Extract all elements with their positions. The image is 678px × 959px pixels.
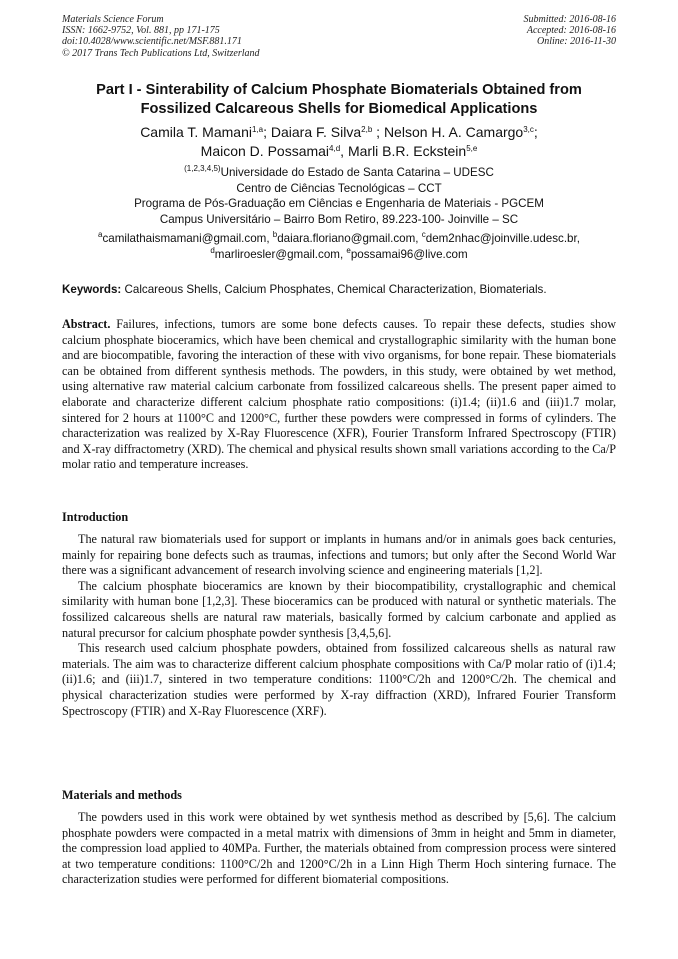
author-sup: 2,b: [361, 125, 373, 134]
keywords-paragraph: [62, 282, 616, 297]
author-separator: ;: [372, 124, 384, 140]
abstract-label: Abstract.: [62, 317, 111, 331]
paper-title: [62, 81, 616, 119]
author-line-1: [62, 123, 616, 142]
affiliation-line-3: Programa de Pós-Graduação em Ciências e Engenharia de Materiais - PGCEM: [134, 197, 544, 211]
journal-copyright: © 2017 Trans Tech Publications Ltd, Switzerland: [62, 47, 260, 59]
online-date: Online: 2016-11-30: [537, 36, 616, 48]
email-link[interactable]: marliroesler@gmail.com: [214, 247, 340, 261]
introduction-heading: Introduction: [62, 510, 129, 524]
affiliation-line-1: [62, 165, 616, 181]
keywords-label: Keywords:: [62, 283, 122, 296]
author-name: Daiara F. Silva: [270, 124, 362, 140]
journal-doi: doi:10.4028/www.scientific.net/MSF.881.171: [62, 36, 242, 48]
email-line-2: $^d$marliroesler@gmail.com, $^e$possamai96@live.com: [210, 245, 468, 261]
methods-heading: Materials and methods: [62, 788, 182, 802]
author-sup: 1,a: [251, 125, 264, 134]
introduction-body: [62, 532, 616, 719]
journal-issn: ISSN: 1662-9752, Vol. 881, pp 171-175: [62, 25, 220, 37]
email-link[interactable]: camilathaismamani@gmail.com: [102, 232, 267, 245]
email-sup: e: [346, 245, 351, 255]
email-link[interactable]: possamai96@live.com: [350, 247, 468, 261]
accepted-date: Accepted: 2016-08-16: [526, 25, 616, 37]
email-line-1: $^a$camilathaismamani@gmail.com, $^b$daiara.floriano@gmail.com, $^c$dem2nhac@joinville.udesc.br,: [98, 230, 580, 245]
body-paragraph: The powders used in this work were obtained by wet synthesis method as described by [5,6]. The calcium phosphate powders were compacted in a metal matrix with dimensions of 3mm in height and 5mm in diameter, the compression load applied to 40MPa. Further, the materials obtained from compression process were sintered at two temperature conditions: 1100°C/2h and 1200°C/2h in a Linn High Therm Hoch sintering furnace. The characterization studies were performed for different biomaterial compositions.: [62, 810, 616, 887]
author-separator: ;: [533, 124, 538, 140]
body-paragraph: The natural raw biomaterials used for support or implants in humans and/or in animals goes back centuries, mainly for repairing bone defects such as traumas, infections and tumors; but only after the Second World War there was a significant advancement of research involving science and engineering materials [1,2].: [62, 532, 616, 578]
email-sup: c: [421, 230, 426, 239]
author-sup: 3,c: [523, 125, 534, 134]
email-sup: d: [210, 245, 215, 255]
body-paragraph: The calcium phosphate bioceramics are known by their biocompatibility, crystallographic and chemical similarity with human bone [1,2,3]. These bioceramics can be produced with natural or synthetic materials. The fossilized calcareous shells are natural raw materials, basically formed by calcium carbonate and applied as natural precursor for calcium phosphate powder synthesis [3,4,5,6].: [62, 578, 616, 640]
author-line-2: [62, 142, 616, 161]
abstract-text: Failures, infections, tumors are some bone defects causes. To repair these defects, studies show calcium phosphate bioceramics, which have been chemical and crystallographic similarity with the human bone and are biocompatible, favoring the interaction of these with vivo organisms, for bone repair. These biomaterials can be obtained from different synthesis methods. The powders, in this study, were obtained by wet method, using alternative raw material calcium carbonate from fossilized calcareous shells. The present paper aimed to elaborate and characterize different calcium phosphate ratio compositions: (i)1.4; (ii)1.6 and (iii)1.7 molar, sintered for 2 hours at 1100°C and 1200°C, further these powders were compressed in forms of cylinders. The characterization was realized by X-Ray Fluorescence (XFR), Fourier Transform Infrared Spectroscopy (FTIR) and X-ray diffractometry (XRD). The chemical and physical results shown small variations according to the Ca/P molar ratio and temperature increases.: [62, 317, 616, 472]
affiliation-sup: (1,2,3,4,5): [184, 164, 221, 173]
affiliation-line-2: Centro de Ciências Tecnológicas – CCT: [236, 181, 442, 195]
abstract-paragraph: [62, 317, 616, 473]
author-name: Nelson H. A. Camargo: [383, 124, 524, 140]
email-sup: b: [272, 230, 278, 239]
affiliation-line-4: Campus Universitário – Bairro Bom Retiro, 89.223-100- Joinville – SC: [159, 212, 519, 226]
email-link[interactable]: dem2nhac@joinville.udesc.br: [425, 232, 577, 245]
keywords-text: Calcareous Shells, Calcium Phosphates, Chemical Characterization, Biomaterials.: [121, 283, 547, 296]
journal-name: Materials Science Forum: [62, 14, 164, 25]
journal-info: [62, 14, 260, 59]
submission-dates: [524, 14, 617, 48]
author-sup: 5,e: [466, 143, 478, 153]
abstract-section: [62, 317, 616, 473]
keywords-section: [62, 282, 616, 297]
email-list: [62, 231, 616, 262]
author-sup: 4,d: [329, 143, 341, 153]
author-separator: ;: [263, 124, 271, 140]
author-name: Marli B.R. Eckstein: [347, 142, 467, 159]
university-name: Universidade do Estado de Santa Catarina – UDESC: [220, 166, 494, 179]
author-list: [62, 123, 616, 160]
title-line-2: Fossilized Calcareous Shells for Biomedical Applications: [140, 101, 538, 117]
methods-body: [62, 810, 616, 888]
email-sup: a: [98, 230, 103, 239]
author-name: Maicon D. Possamai: [200, 142, 330, 159]
body-paragraph: This research used calcium phosphate powders, obtained from fossilized calcareous shells as natural raw materials. The aim was to characterize different calcium phosphate compositions with Ca/P molar ratio of (i)1.4; (ii)1.6; and (iii)1.7, sintered in two temperature conditions: 1100°C/2h and 1200°C/2h. The chemical and physical characterization studies were performed by X-ray diffraction (XRD), Infrared Fourier Transform Spectroscopy (FTIR) and X-Ray Fluorescence (XRF).: [62, 641, 616, 718]
email-link[interactable]: daiara.floriano@gmail.com: [277, 232, 416, 245]
affiliation: [62, 165, 616, 227]
author-name: Camila T. Mamani: [140, 124, 252, 140]
submitted-date: Submitted: 2016-08-16: [523, 14, 616, 25]
author-separator: ,: [340, 142, 348, 159]
title-line-1: Part I - Sinterability of Calcium Phosphate Biomaterials Obtained from: [96, 82, 582, 98]
